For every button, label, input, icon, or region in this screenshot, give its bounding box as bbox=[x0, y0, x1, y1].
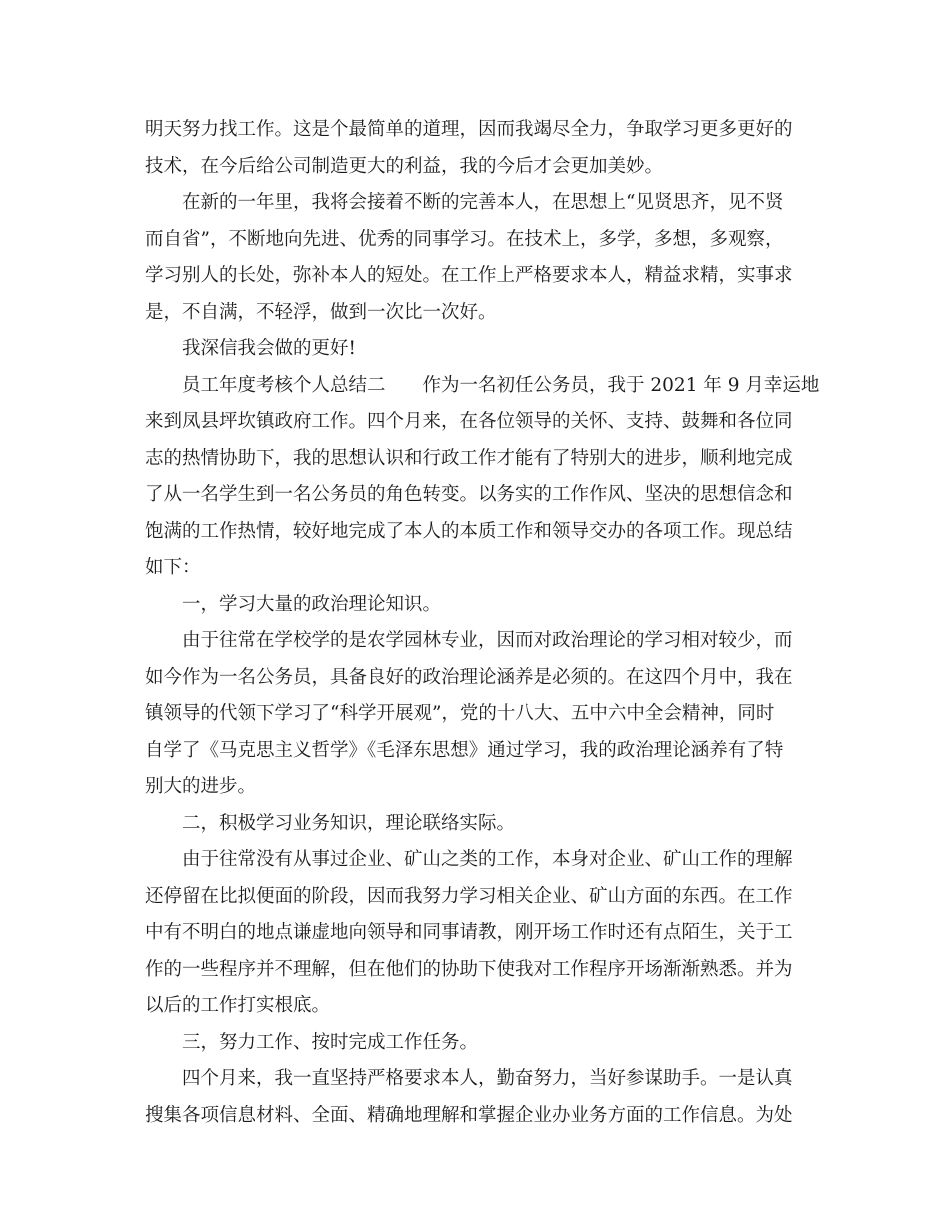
text-line: 镇领导的代领下学习了“科学开展观”，党的十八大、五中六中全会精神，同时 bbox=[145, 703, 775, 724]
text-line: 别大的进步。 bbox=[145, 776, 257, 797]
text-line: 如下： bbox=[145, 557, 201, 578]
text-line: 而自省”，不断地向先进、优秀的同事学习。在技术上，多学，多想，多观察， bbox=[145, 228, 784, 250]
text-line: 二，积极学习业务知识，理论联络实际。 bbox=[182, 812, 516, 834]
text-line: 中有不明白的地点谦虚地向领导和同事请教，刚开场工作时还有点陌生，关于工 bbox=[145, 922, 793, 943]
text-line: 来到凤县坪坎镇政府工作。四个月来，在各位领导的关怀、支持、鼓舞和各位同 bbox=[145, 411, 793, 432]
text-line: 学习别人的长处，弥补本人的短处。在工作上严格要求本人，精益求精，实事求 bbox=[145, 265, 793, 286]
text-line: 以后的工作打实根底。 bbox=[145, 995, 331, 1016]
text-line: 明天努力找工作。这是个最简单的道理，因而我竭尽全力，争取学习更多更好的 bbox=[145, 119, 793, 140]
text-line: 搜集各项信息材料、全面、精确地理解和掌握企业办业务方面的工作信息。为处 bbox=[145, 1104, 793, 1126]
text-line: 一，学习大量的政治理论知识。 bbox=[182, 593, 442, 615]
text-line: 饱满的工作热情，较好地完成了本人的本质工作和领导交办的各项工作。现总结 bbox=[145, 520, 793, 542]
text-line: 了从一名学生到一名公务员的角色转变。以务实的工作作风、坚决的思想信念和 bbox=[145, 484, 793, 505]
text-line: 是，不自满，不轻浮，做到一次比一次好。 bbox=[145, 301, 497, 323]
text-line: 在新的一年里，我将会接着不断的完善本人，在思想上“见贤思齐，见不贤 bbox=[182, 192, 784, 213]
document-body bbox=[145, 112, 820, 1134]
text-line: 我深信我会做的更好! bbox=[182, 338, 356, 359]
text-line: 三，努力工作、按时完成工作任务。 bbox=[182, 1031, 479, 1053]
text-line: 四个月来，我一直坚持严格要求本人，勤奋努力，当好参谋助手。一是认真 bbox=[182, 1068, 793, 1089]
text-line: 还停留在比拟便面的阶段，因而我努力学习相关企业、矿山方面的东西。在工作 bbox=[145, 885, 793, 907]
text-line: 技术，在今后给公司制造更大的利益，我的今后才会更加美妙。 bbox=[145, 155, 664, 177]
text-line: 如今作为一名公务员，具备良好的政治理论涵养是必须的。在这四个月中，我在 bbox=[145, 666, 793, 688]
text-line: 志的热情协助下，我的思想认识和行政工作才能有了特别大的进步，顺利地完成 bbox=[145, 447, 793, 469]
text-line: 由于往常在学校学的是农学园林专业，因而对政治理论的学习相对较少，而 bbox=[182, 630, 793, 651]
text-line: 员工年度考核个人总结二 作为一名初任公务员，我于 2021 年 9 月幸运地 bbox=[182, 374, 820, 396]
text-line: 由于往常没有从事过企业、矿山之类的工作，本身对企业、矿山工作的理解 bbox=[182, 849, 793, 870]
text-line: 自学了《马克思主义哲学》《毛泽东思想》通过学习，我的政治理论涵养有了特 bbox=[145, 739, 784, 761]
text-line: 作的一些程序并不理解，但在他们的协助下使我对工作程序开场渐渐熟悉。并为 bbox=[145, 958, 793, 980]
